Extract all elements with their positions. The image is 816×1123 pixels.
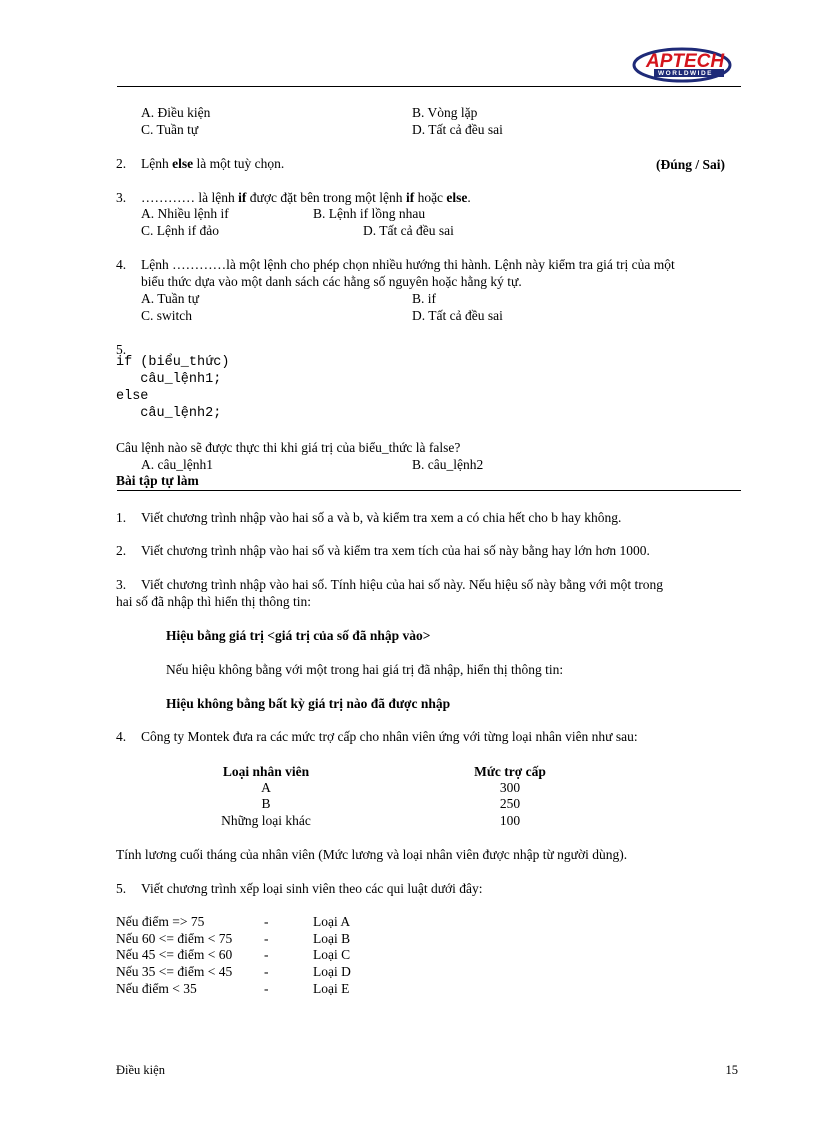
ex2-number: 2.	[116, 543, 127, 558]
rule-dash: -	[264, 964, 269, 979]
ex3-message-not-equal: Hiệu không bằng bất kỳ giá trị nào đã được nhập	[166, 696, 451, 711]
table-cell: A	[261, 780, 271, 795]
header-rule	[117, 86, 741, 87]
ex3-message-equal: Hiệu bằng giá trị <giá trị của số đã nhập vào>	[166, 628, 431, 643]
table-header: Loại nhân viên	[222, 764, 310, 779]
q4-number: 4.	[116, 257, 127, 272]
ex3-line2: hai số đã nhập thì hiển thị thông tin:	[116, 594, 311, 609]
rule-dash: -	[264, 947, 269, 962]
rule-condition: Nếu điểm => 75	[116, 914, 205, 929]
ex4-number: 4.	[116, 729, 127, 744]
table-cell: B	[261, 796, 271, 811]
q4-line2: biểu thức dựa vào một danh sách các hằng số nguyên hoặc hằng ký tự.	[141, 274, 522, 289]
table-cell: Những loại khác	[221, 813, 311, 828]
logo-text: APTECH	[646, 51, 725, 72]
q1-option-d: D. Tất cả đều sai	[412, 122, 503, 137]
ex1-number: 1.	[116, 510, 127, 525]
q4-option-d: D. Tất cả đều sai	[412, 308, 503, 323]
ex3-number: 3.	[116, 577, 127, 592]
q2-text: Lệnh else là một tuỳ chọn.	[141, 156, 285, 171]
ex1-text: Viết chương trình nhập vào hai số a và b, và kiểm tra xem a có chia hết cho b hay không.	[141, 510, 622, 525]
q4-option-b: B. if	[412, 291, 437, 306]
q1-option-a: A. Điều kiện	[141, 105, 211, 120]
rule-dash: -	[264, 931, 269, 946]
q5-option-b: B. câu_lệnh2	[412, 457, 484, 472]
rule-condition: Nếu 35 <= điểm < 45	[116, 964, 233, 979]
q1-option-b: B. Vòng lặp	[412, 105, 478, 120]
ex5-number: 5.	[116, 881, 127, 896]
rule-grade: Loại D	[313, 964, 351, 979]
rule-dash: -	[264, 981, 269, 996]
q3-option-a: A. Nhiều lệnh if	[141, 206, 229, 221]
code-line: câu_lệnh1;	[116, 372, 222, 387]
code-line: câu_lệnh2;	[116, 406, 222, 421]
rule-grade: Loại C	[313, 947, 351, 962]
q4-option-a: A. Tuần tự	[141, 291, 199, 306]
code-line: if (biểu_thức)	[116, 355, 230, 370]
table-cell: 250	[499, 796, 521, 811]
rule-grade: Loại E	[313, 981, 350, 996]
footer-chapter: Điều kiện	[116, 1063, 165, 1077]
section-title: Bài tập tự làm	[116, 473, 199, 488]
ex2-text: Viết chương trình nhập vào hai số và kiểm tra xem tích của hai số này bằng hay lớn hơn 1000.	[141, 543, 650, 558]
section-rule	[117, 490, 741, 491]
table-header: Mức trợ cấp	[474, 764, 546, 779]
table-cell: 100	[499, 813, 521, 828]
ex4-text: Công ty Montek đưa ra các mức trợ cấp cho nhân viên ứng với từng loại nhân viên như sau:	[141, 729, 638, 744]
code-line: else	[116, 389, 149, 404]
q2-number: 2.	[116, 156, 127, 171]
q3-option-d: D. Tất cả đều sai	[363, 223, 454, 238]
rule-condition: Nếu 45 <= điểm < 60	[116, 947, 233, 962]
ex3-line1: Viết chương trình nhập vào hai số. Tính hiệu của hai số này. Nếu hiệu số này bằng với một trong	[141, 577, 664, 592]
rule-dash: -	[264, 914, 269, 929]
q5-option-a: A. câu_lệnh1	[141, 457, 213, 472]
q5-number: 5.	[116, 342, 127, 357]
q3-text: ………… là lệnh if được đặt bên trong một lệnh if hoặc else.	[141, 190, 471, 205]
ex3-mid-text: Nếu hiệu không bằng với một trong hai giá trị đã nhập, hiển thị thông tin:	[166, 662, 564, 677]
ex4-after-text: Tính lương cuối tháng của nhân viên (Mức lương và loại nhân viên được nhập từ người dùng).	[116, 847, 628, 862]
q4-line1: Lệnh …………là một lệnh cho phép chọn nhiều hướng thi hành. Lệnh này kiểm tra giá trị của một	[141, 257, 675, 272]
rule-condition: Nếu 60 <= điểm < 75	[116, 931, 233, 946]
q5-question: Câu lệnh nào sẽ được thực thi khi giá trị của biểu_thức là false?	[116, 440, 461, 455]
rule-condition: Nếu điểm < 35	[116, 981, 197, 996]
ex5-text: Viết chương trình xếp loại sinh viên theo các qui luật dưới đây:	[141, 881, 483, 896]
logo-subtext: WORLDWIDE	[658, 70, 714, 77]
q2-answer: (Đúng / Sai)	[656, 157, 726, 172]
rule-grade: Loại B	[313, 931, 351, 946]
table-cell: 300	[499, 780, 521, 795]
q3-option-b: B. Lệnh if lồng nhau	[313, 206, 426, 221]
page-number: 15	[725, 1063, 738, 1077]
q4-option-c: C. switch	[141, 308, 193, 323]
aptech-logo	[632, 46, 736, 84]
q3-option-c: C. Lệnh if đảo	[141, 223, 219, 238]
q3-number: 3.	[116, 190, 127, 205]
q1-option-c: C. Tuần tự	[141, 122, 199, 137]
rule-grade: Loại A	[313, 914, 351, 929]
